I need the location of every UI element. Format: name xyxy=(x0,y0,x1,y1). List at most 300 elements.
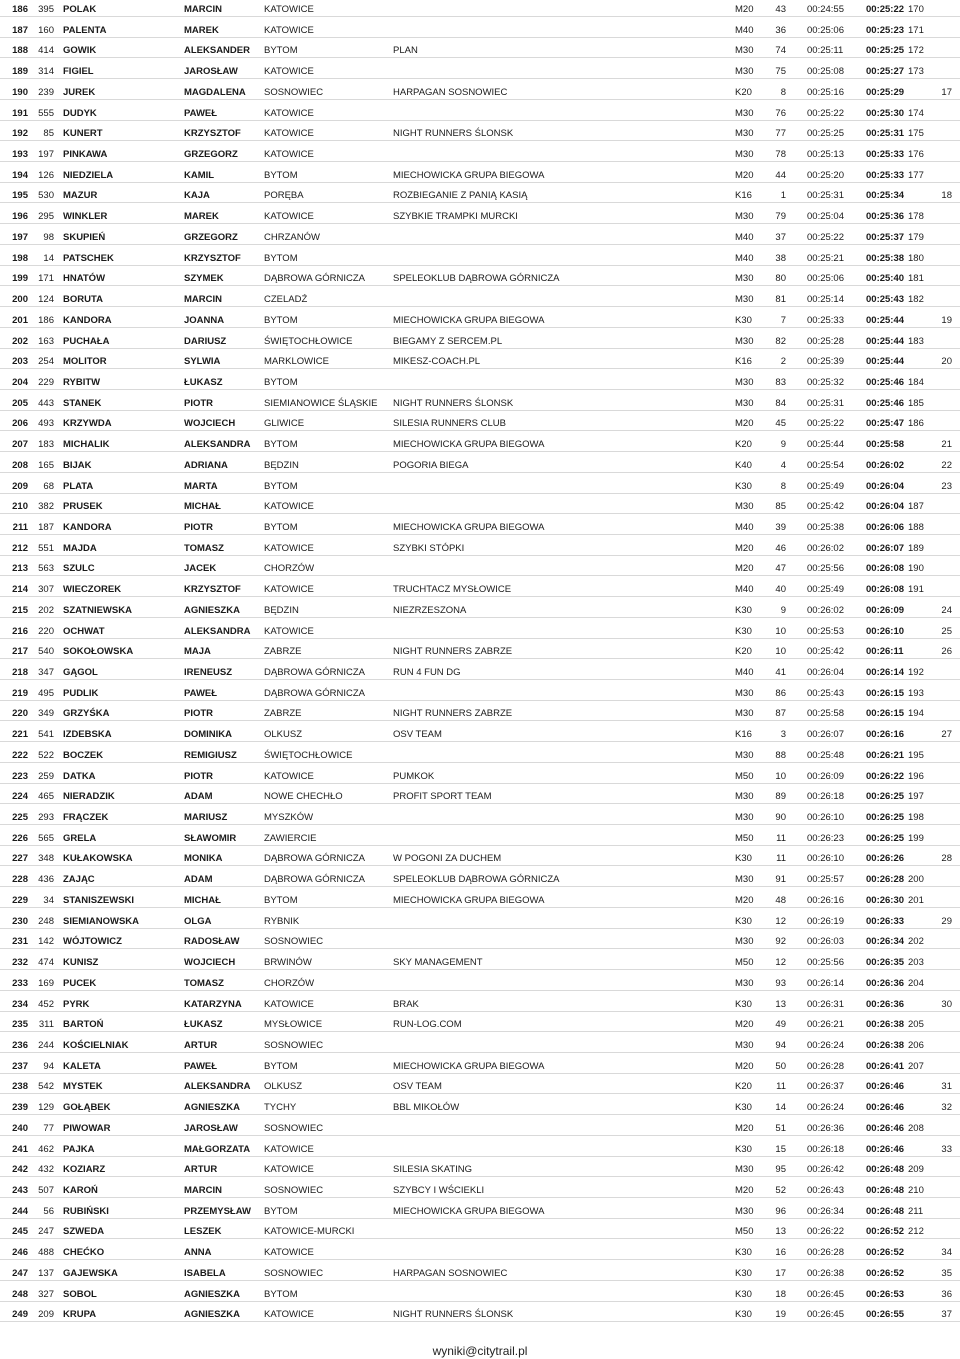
cell-last-name: NIEDZIELA xyxy=(63,169,114,181)
cell-category: M40 xyxy=(735,584,754,596)
cell-category: M30 xyxy=(735,501,754,513)
cell-category: M50 xyxy=(735,770,754,782)
cell-bib-number: 311 xyxy=(38,1019,54,1031)
cell-net-time: 00:25:39 xyxy=(807,356,844,368)
cell-net-time: 00:25:48 xyxy=(807,749,844,761)
cell-category-place: 3 xyxy=(780,729,786,741)
cell-category: M30 xyxy=(735,66,754,78)
cell-place: 209 xyxy=(12,480,28,492)
cell-city: KATOWICE xyxy=(264,1164,314,1176)
cell-category-place: 76 xyxy=(775,107,786,119)
cell-place: 217 xyxy=(12,646,28,658)
table-row xyxy=(0,290,960,311)
table-row xyxy=(0,580,960,601)
cell-city: TYCHY xyxy=(264,1102,297,1114)
cell-women-place: 32 xyxy=(941,1102,952,1114)
cell-first-name: ARTUR xyxy=(184,1164,218,1176)
cell-first-name: PAWEŁ xyxy=(184,1060,218,1072)
cell-gun-time: 00:26:07 xyxy=(866,542,905,554)
cell-last-name: BORUTA xyxy=(63,294,103,306)
cell-category: M30 xyxy=(735,687,754,699)
cell-place: 189 xyxy=(12,66,28,78)
cell-category: K30 xyxy=(735,604,752,616)
cell-city: ŚWIĘTOCHŁOWICE xyxy=(264,335,353,347)
cell-gun-time: 00:26:35 xyxy=(866,957,905,969)
cell-first-name: ALEKSANDRA xyxy=(184,439,251,451)
cell-last-name: MAJDA xyxy=(63,542,97,554)
cell-net-time: 00:26:42 xyxy=(807,1164,844,1176)
cell-club: OSV TEAM xyxy=(393,1081,442,1093)
table-row xyxy=(0,1057,960,1078)
cell-women-place: 37 xyxy=(941,1309,952,1321)
cell-last-name: PLATA xyxy=(63,480,94,492)
cell-men-place: 201 xyxy=(908,894,924,906)
cell-last-name: WIECZOREK xyxy=(63,584,122,596)
cell-category: K30 xyxy=(735,1102,752,1114)
cell-men-place: 178 xyxy=(908,211,924,223)
table-row xyxy=(0,663,960,684)
cell-city: CHRZANÓW xyxy=(264,231,320,243)
cell-place: 247 xyxy=(12,1267,28,1279)
cell-category-place: 77 xyxy=(775,128,786,140)
cell-place: 207 xyxy=(12,439,28,451)
cell-net-time: 00:26:31 xyxy=(807,998,844,1010)
cell-last-name: GRELA xyxy=(63,832,97,844)
cell-men-place: 175 xyxy=(908,128,924,140)
cell-category: M30 xyxy=(735,128,754,140)
cell-category-place: 9 xyxy=(780,604,786,616)
cell-women-place: 21 xyxy=(941,439,952,451)
cell-category: M20 xyxy=(735,894,754,906)
cell-first-name: MARIUSZ xyxy=(184,812,228,824)
cell-place: 228 xyxy=(12,874,28,886)
cell-club: MIECHOWICKA GRUPA BIEGOWA xyxy=(393,894,545,906)
cell-men-place: 173 xyxy=(908,66,924,78)
cell-last-name: PIWOWAR xyxy=(63,1122,111,1134)
cell-city: BYTOM xyxy=(264,314,298,326)
cell-category-place: 84 xyxy=(775,397,786,409)
table-row xyxy=(0,725,960,746)
table-row xyxy=(0,829,960,850)
cell-last-name: KUNERT xyxy=(63,128,103,140)
cell-club: BIEGAMY Z SERCEM.PL xyxy=(393,335,503,347)
cell-category-place: 86 xyxy=(775,687,786,699)
cell-first-name: SYLWIA xyxy=(184,356,221,368)
cell-gun-time: 00:25:34 xyxy=(866,190,905,202)
cell-first-name: PIOTR xyxy=(184,708,214,720)
cell-category: M30 xyxy=(735,812,754,824)
cell-men-place: 208 xyxy=(908,1122,924,1134)
cell-first-name: MICHAŁ xyxy=(184,501,221,513)
cell-city: KATOWICE xyxy=(264,770,314,782)
cell-bib-number: 493 xyxy=(38,418,54,430)
cell-club: MIECHOWICKA GRUPA BIEGOWA xyxy=(393,169,545,181)
cell-gun-time: 00:25:31 xyxy=(866,128,905,140)
cell-gun-time: 00:26:48 xyxy=(866,1184,905,1196)
cell-first-name: MAJA xyxy=(184,646,211,658)
cell-gun-time: 00:26:46 xyxy=(866,1081,905,1093)
table-row xyxy=(0,1285,960,1306)
table-row xyxy=(0,1202,960,1223)
cell-last-name: PAJKA xyxy=(63,1143,95,1155)
cell-category: M30 xyxy=(735,45,754,57)
cell-club: SILESIA SKATING xyxy=(393,1164,473,1176)
cell-gun-time: 00:26:41 xyxy=(866,1060,905,1072)
cell-last-name: POLAK xyxy=(63,4,97,15)
cell-last-name: STANISZEWSKI xyxy=(63,894,135,906)
cell-first-name: ADAM xyxy=(184,874,213,886)
cell-place: 216 xyxy=(12,625,28,637)
cell-place: 244 xyxy=(12,1205,28,1217)
cell-category-place: 95 xyxy=(775,1164,786,1176)
cell-place: 202 xyxy=(12,335,28,347)
cell-category-place: 85 xyxy=(775,501,786,513)
cell-place: 199 xyxy=(12,273,28,285)
cell-place: 206 xyxy=(12,418,28,430)
cell-category: K30 xyxy=(735,1143,752,1155)
cell-category: K30 xyxy=(735,1247,752,1259)
cell-first-name: ANNA xyxy=(184,1247,212,1259)
cell-men-place: 195 xyxy=(908,749,924,761)
footer-email[interactable]: wyniki@citytrail.pl xyxy=(432,1344,528,1358)
cell-bib-number: 244 xyxy=(38,1039,54,1051)
table-row xyxy=(0,642,960,663)
cell-bib-number: 247 xyxy=(38,1226,54,1238)
table-row xyxy=(0,228,960,249)
cell-men-place: 210 xyxy=(908,1184,924,1196)
cell-last-name: PUCEK xyxy=(63,977,97,989)
cell-city: BĘDZIN xyxy=(264,459,299,471)
cell-place: 232 xyxy=(12,957,28,969)
cell-place: 195 xyxy=(12,190,28,202)
cell-category: M20 xyxy=(735,1060,754,1072)
cell-category: M30 xyxy=(735,1205,754,1217)
cell-bib-number: 293 xyxy=(38,812,54,824)
cell-category-place: 2 xyxy=(780,356,786,368)
cell-place: 227 xyxy=(12,853,28,865)
table-row xyxy=(0,995,960,1016)
cell-club: MIECHOWICKA GRUPA BIEGOWA xyxy=(393,521,545,533)
cell-net-time: 00:25:11 xyxy=(807,45,844,57)
table-row xyxy=(0,104,960,125)
cell-category: M40 xyxy=(735,24,754,36)
cell-gun-time: 00:25:46 xyxy=(866,397,905,409)
cell-gun-time: 00:26:25 xyxy=(866,812,905,824)
cell-club: SZYBCY I WŚCIEKLI xyxy=(393,1184,485,1196)
cell-first-name: AGNIESZKA xyxy=(184,604,240,616)
cell-category: M30 xyxy=(735,977,754,989)
cell-category: K40 xyxy=(735,459,752,471)
table-row xyxy=(0,166,960,187)
table-row xyxy=(0,746,960,767)
cell-last-name: KRZYWDA xyxy=(63,418,112,430)
cell-gun-time: 00:26:30 xyxy=(866,894,905,906)
cell-place: 226 xyxy=(12,832,28,844)
cell-first-name: ŁUKASZ xyxy=(184,376,223,388)
cell-women-place: 29 xyxy=(941,915,952,927)
table-row xyxy=(0,83,960,104)
cell-city: CHORZÓW xyxy=(264,977,315,989)
cell-category: M20 xyxy=(735,1122,754,1134)
cell-bib-number: 436 xyxy=(38,874,54,886)
cell-category-place: 43 xyxy=(775,4,786,15)
cell-net-time: 00:26:14 xyxy=(807,977,844,989)
cell-category: K20 xyxy=(735,646,752,658)
table-row xyxy=(0,414,960,435)
cell-bib-number: 163 xyxy=(38,335,54,347)
cell-category-place: 74 xyxy=(775,45,786,57)
cell-last-name: GAJEWSKA xyxy=(63,1267,118,1279)
cell-city: BYTOM xyxy=(264,521,298,533)
cell-club: SKY MANAGEMENT xyxy=(393,957,483,969)
cell-place: 222 xyxy=(12,749,28,761)
cell-net-time: 00:25:32 xyxy=(807,376,844,388)
cell-net-time: 00:26:02 xyxy=(807,604,844,616)
cell-category-place: 9 xyxy=(780,439,786,451)
cell-women-place: 28 xyxy=(941,853,952,865)
cell-net-time: 00:26:09 xyxy=(807,770,844,782)
cell-first-name: ADAM xyxy=(184,791,213,803)
cell-first-name: KAMIL xyxy=(184,169,215,181)
cell-last-name: KRUPA xyxy=(63,1309,97,1321)
cell-net-time: 00:25:20 xyxy=(807,169,844,181)
cell-category: K16 xyxy=(735,190,752,202)
cell-category: M30 xyxy=(735,791,754,803)
cell-net-time: 00:26:21 xyxy=(807,1019,844,1031)
cell-first-name: GRZEGORZ xyxy=(184,149,238,161)
cell-net-time: 00:26:45 xyxy=(807,1309,844,1321)
cell-first-name: MICHAŁ xyxy=(184,894,221,906)
cell-first-name: MARCIN xyxy=(184,1184,222,1196)
cell-first-name: SŁAWOMIR xyxy=(184,832,237,844)
cell-first-name: ŁUKASZ xyxy=(184,1019,223,1031)
cell-city: CZELADŹ xyxy=(264,294,308,306)
cell-men-place: 188 xyxy=(908,521,924,533)
cell-bib-number: 522 xyxy=(38,749,54,761)
cell-category: K30 xyxy=(735,915,752,927)
cell-first-name: MAGDALENA xyxy=(184,86,246,98)
cell-women-place: 25 xyxy=(941,625,952,637)
cell-first-name: AGNIESZKA xyxy=(184,1102,240,1114)
cell-city: KATOWICE xyxy=(264,1247,314,1259)
cell-bib-number: 555 xyxy=(38,107,54,119)
cell-bib-number: 169 xyxy=(38,977,54,989)
cell-category-place: 7 xyxy=(780,314,786,326)
cell-net-time: 00:25:22 xyxy=(807,418,844,430)
cell-bib-number: 171 xyxy=(38,273,54,285)
cell-city: BYTOM xyxy=(264,252,298,264)
cell-category-place: 51 xyxy=(775,1122,786,1134)
cell-city: SOSNOWIEC xyxy=(264,1267,324,1279)
cell-men-place: 177 xyxy=(908,169,924,181)
cell-bib-number: 126 xyxy=(38,169,54,181)
cell-women-place: 24 xyxy=(941,604,952,616)
cell-net-time: 00:26:10 xyxy=(807,812,844,824)
cell-category-place: 49 xyxy=(775,1019,786,1031)
cell-net-time: 00:26:34 xyxy=(807,1205,844,1217)
cell-net-time: 00:26:28 xyxy=(807,1060,844,1072)
cell-men-place: 207 xyxy=(908,1060,924,1072)
cell-city: SOSNOWIEC xyxy=(264,1039,324,1051)
cell-men-place: 187 xyxy=(908,501,924,513)
cell-gun-time: 00:26:26 xyxy=(866,853,905,865)
cell-last-name: MYSTEK xyxy=(63,1081,103,1093)
cell-category: M30 xyxy=(735,874,754,886)
cell-last-name: SZATNIEWSKA xyxy=(63,604,132,616)
cell-bib-number: 432 xyxy=(38,1164,54,1176)
cell-category: M30 xyxy=(735,273,754,285)
cell-last-name: JUREK xyxy=(63,86,96,98)
cell-place: 198 xyxy=(12,252,28,264)
cell-bib-number: 248 xyxy=(38,915,54,927)
cell-bib-number: 142 xyxy=(38,936,54,948)
cell-net-time: 00:25:31 xyxy=(807,397,844,409)
cell-category: K30 xyxy=(735,1267,752,1279)
cell-place: 200 xyxy=(12,294,28,306)
cell-place: 245 xyxy=(12,1226,28,1238)
cell-first-name: OLGA xyxy=(184,915,212,927)
cell-bib-number: 462 xyxy=(38,1143,54,1155)
cell-category-place: 14 xyxy=(775,1102,786,1114)
cell-gun-time: 00:26:06 xyxy=(866,521,905,533)
table-row xyxy=(0,456,960,477)
cell-net-time: 00:25:53 xyxy=(807,625,844,637)
table-row xyxy=(0,1181,960,1202)
cell-bib-number: 254 xyxy=(38,356,54,368)
cell-bib-number: 129 xyxy=(38,1102,54,1114)
cell-city: KATOWICE xyxy=(264,1143,314,1155)
cell-category-place: 94 xyxy=(775,1039,786,1051)
table-row xyxy=(0,1222,960,1243)
cell-men-place: 181 xyxy=(908,273,924,285)
cell-gun-time: 00:26:02 xyxy=(866,459,905,471)
cell-city: SOSNOWIEC xyxy=(264,1122,324,1134)
table-row xyxy=(0,1305,960,1326)
cell-women-place: 18 xyxy=(941,190,952,202)
cell-club: SZYBKI STÓPKI xyxy=(393,542,465,554)
table-row xyxy=(0,1036,960,1057)
cell-last-name: OCHWAT xyxy=(63,625,105,637)
cell-first-name: AGNIESZKA xyxy=(184,1288,240,1300)
cell-category-place: 1 xyxy=(780,190,786,202)
cell-bib-number: 495 xyxy=(38,687,54,699)
cell-club: ROZBIEGANIE Z PANIĄ KASIĄ xyxy=(393,190,528,202)
cell-place: 190 xyxy=(12,86,28,98)
table-row xyxy=(0,684,960,705)
cell-city: PORĘBA xyxy=(264,190,304,202)
cell-net-time: 00:25:56 xyxy=(807,957,844,969)
cell-first-name: ALEKSANDRA xyxy=(184,625,251,637)
table-row xyxy=(0,704,960,725)
table-row xyxy=(0,269,960,290)
cell-place: 225 xyxy=(12,812,28,824)
cell-bib-number: 85 xyxy=(43,128,54,140)
cell-women-place: 35 xyxy=(941,1267,952,1279)
cell-last-name: WÓJTOWICZ xyxy=(63,936,122,948)
cell-category-place: 10 xyxy=(775,770,786,782)
cell-gun-time: 00:26:52 xyxy=(866,1226,905,1238)
cell-bib-number: 395 xyxy=(38,4,54,15)
cell-gun-time: 00:26:15 xyxy=(866,687,905,699)
cell-first-name: MARTA xyxy=(184,480,218,492)
cell-category-place: 38 xyxy=(775,252,786,264)
cell-men-place: 212 xyxy=(908,1226,924,1238)
cell-men-place: 211 xyxy=(908,1205,924,1217)
cell-first-name: KRZYSZTOF xyxy=(184,128,241,140)
cell-men-place: 179 xyxy=(908,231,924,243)
cell-first-name: KAJA xyxy=(184,190,210,202)
cell-gun-time: 00:25:38 xyxy=(866,252,905,264)
cell-net-time: 00:25:13 xyxy=(807,149,844,161)
cell-category-place: 16 xyxy=(775,1247,786,1259)
cell-club: OSV TEAM xyxy=(393,729,442,741)
cell-city: DĄBROWA GÓRNICZA xyxy=(264,687,365,699)
cell-gun-time: 00:25:22 xyxy=(866,4,905,15)
cell-women-place: 23 xyxy=(941,480,952,492)
cell-place: 239 xyxy=(12,1102,28,1114)
cell-bib-number: 347 xyxy=(38,667,54,678)
cell-men-place: 176 xyxy=(908,149,924,161)
cell-category-place: 46 xyxy=(775,542,786,554)
cell-gun-time: 00:26:16 xyxy=(866,729,905,741)
cell-last-name: SZWEDA xyxy=(63,1226,105,1238)
cell-last-name: BOCZEK xyxy=(63,749,104,761)
cell-place: 220 xyxy=(12,708,28,720)
table-row xyxy=(0,249,960,270)
cell-gun-time: 00:25:23 xyxy=(866,24,905,36)
cell-last-name: PUDLIK xyxy=(63,687,99,699)
cell-men-place: 209 xyxy=(908,1164,924,1176)
table-row xyxy=(0,870,960,891)
cell-category: M30 xyxy=(735,149,754,161)
cell-last-name: DUDYK xyxy=(63,107,97,119)
cell-category: K30 xyxy=(735,480,752,492)
cell-last-name: KAROŃ xyxy=(63,1184,98,1196)
cell-first-name: MONIKA xyxy=(184,853,223,865)
cell-category-place: 15 xyxy=(775,1143,786,1155)
cell-category: M30 xyxy=(735,211,754,223)
cell-bib-number: 488 xyxy=(38,1247,54,1259)
cell-net-time: 00:26:45 xyxy=(807,1288,844,1300)
cell-net-time: 00:25:31 xyxy=(807,190,844,202)
cell-city: SIEMIANOWICE ŚLĄSKIE xyxy=(264,397,378,409)
cell-city: ŚWIĘTOCHŁOWICE xyxy=(264,749,353,761)
cell-category-place: 36 xyxy=(775,24,786,36)
cell-last-name: KANDORA xyxy=(63,521,112,533)
cell-place: 241 xyxy=(12,1143,28,1155)
cell-city: KATOWICE xyxy=(264,4,314,15)
cell-category: M40 xyxy=(735,521,754,533)
cell-gun-time: 00:25:58 xyxy=(866,439,905,451)
cell-bib-number: 307 xyxy=(38,584,54,596)
cell-net-time: 00:25:54 xyxy=(807,459,844,471)
cell-gun-time: 00:25:36 xyxy=(866,211,905,223)
cell-net-time: 00:25:25 xyxy=(807,128,844,140)
cell-last-name: PYRK xyxy=(63,998,90,1010)
cell-place: 236 xyxy=(12,1039,28,1051)
cell-net-time: 00:25:57 xyxy=(807,874,844,886)
table-row xyxy=(0,1098,960,1119)
cell-gun-time: 00:26:04 xyxy=(866,480,905,492)
cell-net-time: 00:25:42 xyxy=(807,501,844,513)
cell-bib-number: 530 xyxy=(38,190,54,202)
cell-gun-time: 00:26:08 xyxy=(866,563,905,575)
cell-category-place: 79 xyxy=(775,211,786,223)
table-row xyxy=(0,497,960,518)
cell-category: K30 xyxy=(735,853,752,865)
cell-gun-time: 00:26:46 xyxy=(866,1122,905,1134)
cell-club: RUN-LOG.COM xyxy=(393,1019,462,1031)
